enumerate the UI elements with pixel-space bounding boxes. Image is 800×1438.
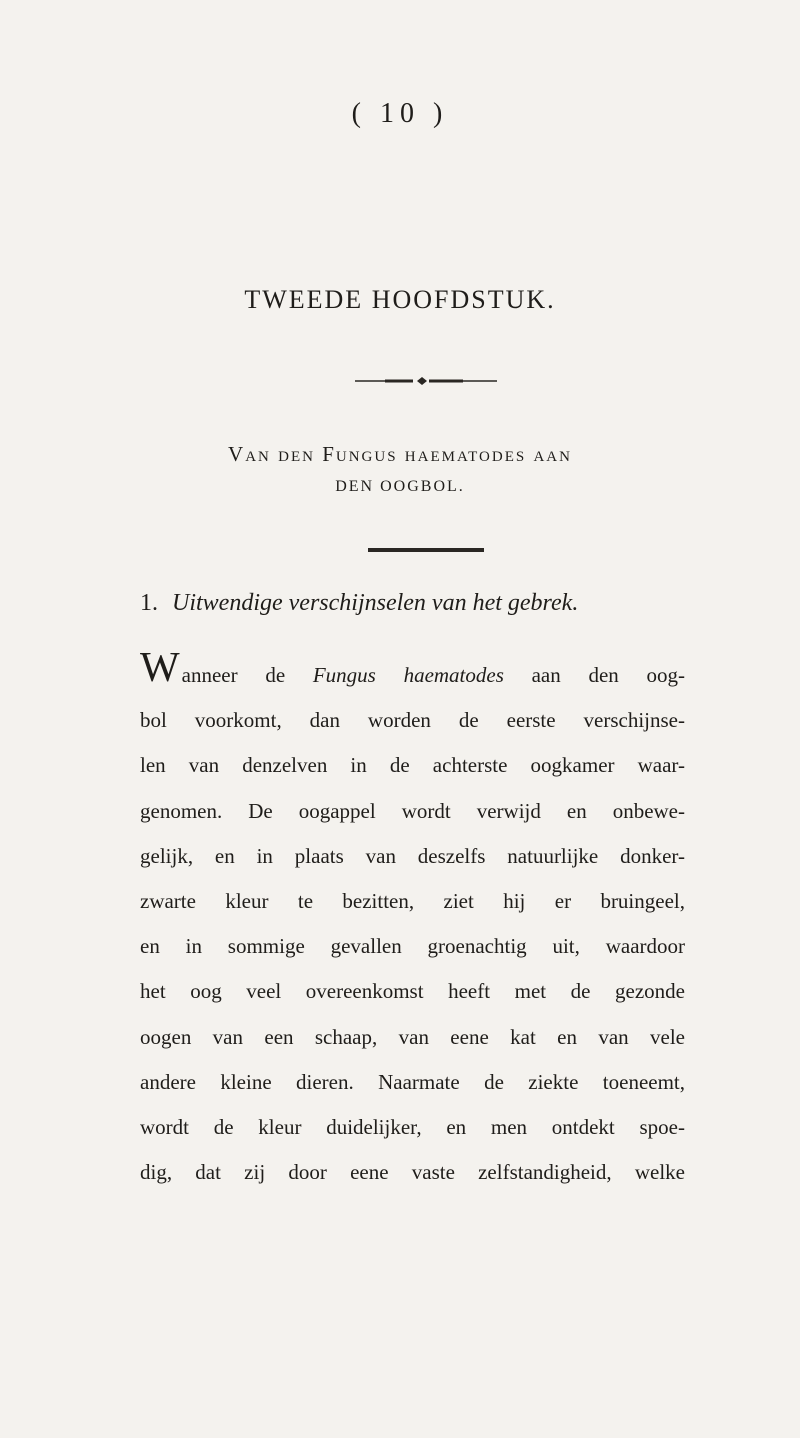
section-number: 1. [140, 590, 158, 616]
text-line: zwarte kleur te bezitten, ziet hij er bruingeel, [140, 889, 685, 914]
page-number: ( 10 ) [351, 98, 449, 129]
chapter-subtitle-line2: DEN OOGBOL. [335, 478, 465, 495]
text-line: wordt de kleur duidelijker, en men ontdekt spoe- [140, 1115, 685, 1140]
text-segment: aan den oog- [503, 663, 685, 687]
text-line: gelijk, en in plaats van deszelfs natuurlijke donker- [140, 843, 685, 868]
ornament-divider [355, 376, 497, 386]
drop-cap: W [140, 645, 180, 691]
text-line: en in sommige gevallen groenachtig uit, waardoor [140, 934, 685, 959]
text-line: genomen. De oogappel wordt verwijd en onbewe- [140, 798, 685, 823]
chapter-subtitle: Van den Fungus haematodes aan [228, 442, 572, 466]
text-line: bol voorkomt, dan worden de eerste verschijnse- [140, 708, 685, 733]
chapter-heading: TWEEDE HOOFDSTUK. [244, 285, 556, 314]
section-heading [140, 590, 578, 617]
body-paragraph [140, 645, 685, 1195]
section-title: Uitwendige verschijnselen van het gebrek. [172, 590, 579, 616]
text-line: dig, dat zij door eene vaste zelfstandigheid, welke [140, 1160, 685, 1185]
text-line: andere kleine dieren. Naarmate de ziekte toeneemt, [140, 1069, 685, 1094]
text-line: len van denzelven in de achterste oogkamer waar- [140, 753, 685, 778]
text-line: oogen van een schaap, van eene kat en van vele [140, 1024, 685, 1049]
horizontal-rule [368, 548, 484, 552]
text-line: het oog veel overeenkomst heeft met de gezonde [140, 979, 685, 1004]
text-line [140, 645, 685, 698]
italic-term: Fungus haematodes [312, 663, 504, 687]
text-segment: anneer de [181, 663, 313, 687]
